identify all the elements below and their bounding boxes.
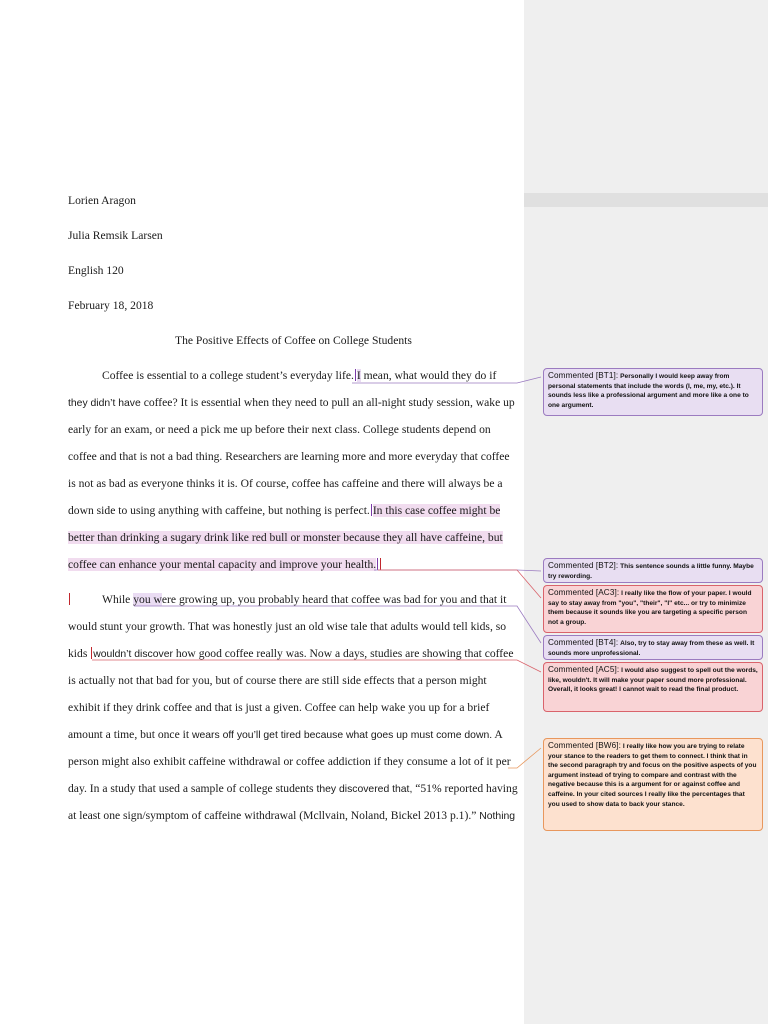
comment-label: Commented [AC3]: <box>548 588 620 597</box>
paragraph-line: amount a time, but once it wears off you’ll get tired because what goes up must come down. A <box>68 728 503 741</box>
comment-text: This sentence sounds a little funny. Maybe try rewording. <box>548 563 754 580</box>
comment-text: I really like how you are trying to relate your stance to the readers to get them to connect. I think that in the second paragraph try and focus on the positive aspects of you argument instead of trying to compare and contrast with the negative because this is a argument for or against coffee and caffeine. In your cited sources I really like the percentages that you used to show data to back your stance. <box>548 743 757 808</box>
paragraph-line: person might also exhibit caffeine withdrawal or coffee addiction if they consume a lot of it per <box>68 755 511 768</box>
paragraph-line: exhibit if they drink coffee and that is just a given. Coffee can help wake you up for a brief <box>68 701 490 714</box>
comment-anchor <box>380 558 381 570</box>
comment-ac5[interactable] <box>543 662 763 712</box>
comment-label: Commented [BT2]: <box>548 561 619 570</box>
paragraph-line: early for an exam, or need a pick me up before their next class. College students depend on <box>68 423 491 436</box>
paragraph-line: at least one sign/symptom of caffeine withdrawal (Mcllvain, Noland, Bickel 2013 p.1).” Nothing <box>68 809 516 822</box>
commented-text[interactable]: you w <box>133 593 162 606</box>
paragraph-line: would stunt your growth. That was honestly just an old wise tale that adults would tell kids, so <box>68 620 507 633</box>
paragraph-line <box>68 558 382 572</box>
comment-bt4[interactable] <box>543 635 763 660</box>
comment-anchor <box>371 504 372 516</box>
paragraph-line: day. In a study that used a sample of college students they discovered that, “51% reported having <box>68 782 518 795</box>
edited-text[interactable]: Nothing <box>476 811 516 822</box>
commented-text[interactable]: better than drinking a sugary drink like red bull or monster because they all have caffeine, but <box>68 531 503 544</box>
commented-text[interactable]: they didn’t have <box>68 398 141 409</box>
comment-bt2[interactable] <box>543 558 763 583</box>
document-date: February 18, 2018 <box>68 299 154 312</box>
comment-text: I would also suggest to spell out the words, like, wouldn't. It will make your paper sound more professional. Overall, it looks great! I cannot wait to read the final product. <box>548 667 758 694</box>
course-name: English 120 <box>68 264 124 277</box>
essay-title: The Positive Effects of Coffee on College Students <box>175 334 412 347</box>
comment-label: Commented [BW6]: <box>548 741 622 750</box>
paragraph-line: Coffee is essential to a college student’s everyday life. I mean, what would they do if <box>102 369 497 382</box>
paragraph-line: down side to using anything with caffeine, but nothing is perfect. In this case coffee might be <box>68 504 501 517</box>
comment-label: Commented [BT1]: <box>548 371 619 380</box>
comment-anchor <box>355 369 356 381</box>
commented-text[interactable]: coffee can enhance your mental capacity and improve your health. <box>68 558 377 571</box>
comment-ac3[interactable] <box>543 585 763 633</box>
paragraph-line: they didn’t have coffee? It is essential when they need to pull an all-night study session, wake up <box>68 396 515 409</box>
comment-bt1[interactable] <box>543 368 763 416</box>
comments-pane <box>524 0 768 1024</box>
commented-text[interactable]: I <box>356 369 361 382</box>
instructor-name: Julia Remsik Larsen <box>68 229 163 242</box>
paragraph-line: coffee and that is not a bad thing. Researchers are learning more and more everyday that coffee <box>68 450 510 463</box>
commented-text[interactable]: wouldn’t discover <box>93 649 173 660</box>
comment-anchor <box>69 593 70 605</box>
comments-pane-header <box>524 193 768 207</box>
comment-anchor <box>377 558 378 570</box>
edited-text[interactable]: they discovered that, <box>316 784 413 795</box>
comment-bw6[interactable] <box>543 738 763 831</box>
comment-text: Also, try to stay away from these as well. It sounds more unprofessional. <box>548 640 755 657</box>
paragraph-line: is not as bad as everyone thinks it is. Of course, coffee has caffeine and there will always be a <box>68 477 503 490</box>
edited-text[interactable]: wears off you’ll get tired because what goes up must come down. <box>191 730 493 741</box>
commented-text[interactable]: In this case coffee might be <box>372 504 501 517</box>
comment-text: Personally I would keep away from personal statements that include the words (I, me, my, etc.). It sounds less like a professional argument and more like a one to one argument. <box>548 373 749 409</box>
comment-label: Commented [BT4]: <box>548 638 619 647</box>
paragraph-line: kids wouldn’t discover how good coffee really was. Now a days, studies are showing that coffee <box>68 647 514 660</box>
comment-text: I really like the flow of your paper. I would say to stay away from "you", "their", "I" etc... or try to minimize them because it sounds like you are targeting a specific person not a group. <box>548 590 752 626</box>
paragraph-line <box>68 531 503 545</box>
paragraph-line: While you were growing up, you probably heard that coffee was bad for you and that it <box>68 593 507 607</box>
comment-label: Commented [AC5]: <box>548 665 620 674</box>
paragraph-line: is actually not that bad for you, but of course there are still side effects that a person might <box>68 674 487 687</box>
author-name: Lorien Aragon <box>68 194 136 207</box>
